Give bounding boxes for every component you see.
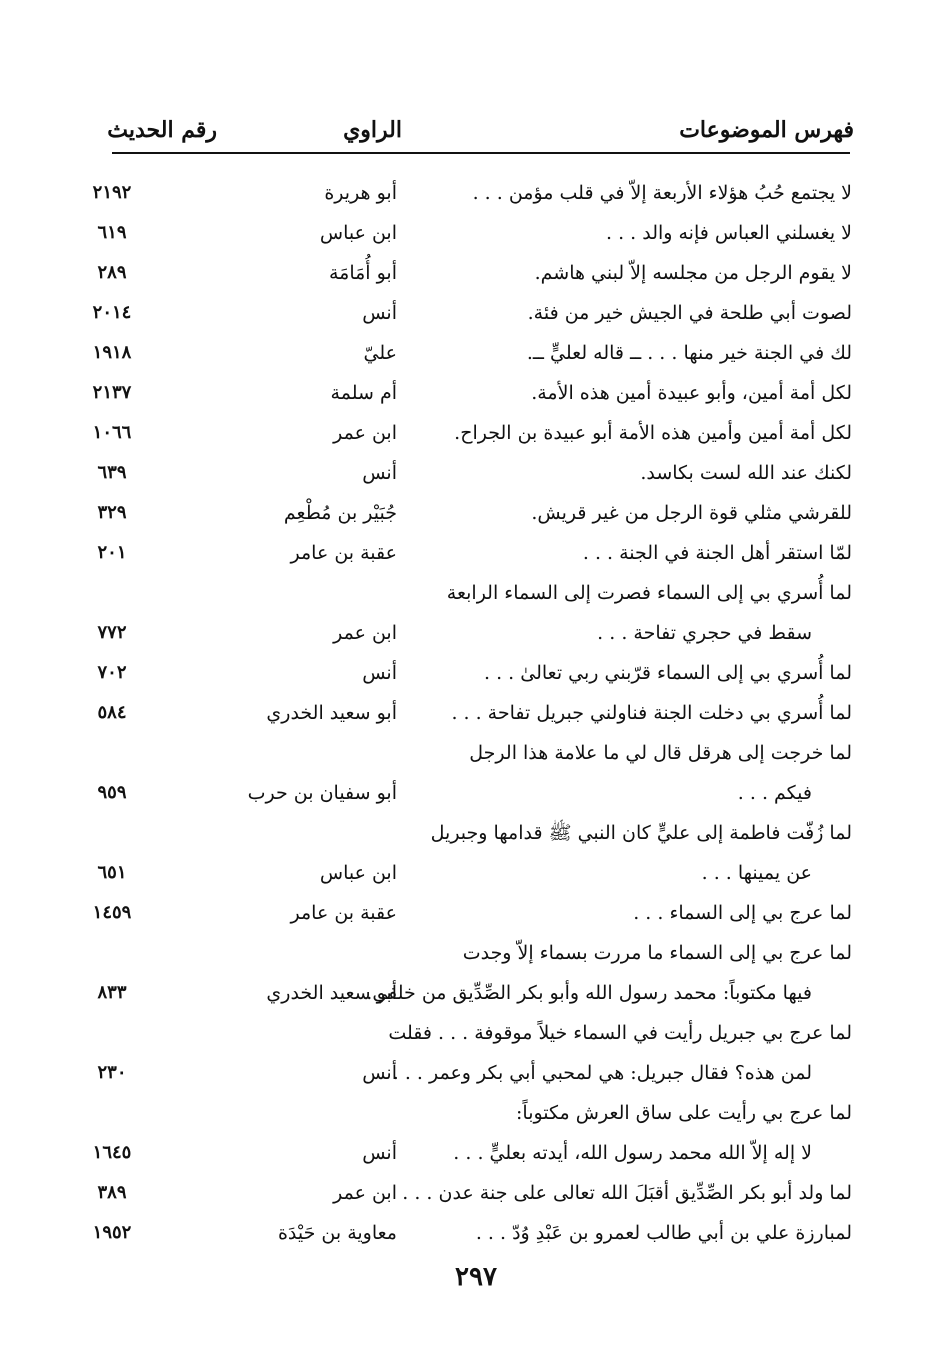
row-text: لما عرج بي جبريل رأيت في السماء خيلاً موقوفة . . . فقلت — [388, 1022, 852, 1044]
row-hadith-number: ٢٨٩ — [97, 262, 127, 283]
row-text: لصوت أبي طلحة في الجيش خير من فئة. — [527, 302, 852, 324]
index-row — [0, 853, 952, 893]
row-text: لما أُسري بي دخلت الجنة فناولني جبريل تفاحة . . . — [451, 702, 852, 724]
row-text: لكنك عند الله لست بكاسد. — [640, 462, 852, 484]
index-row — [0, 173, 952, 213]
row-hadith-number: ١٩٥٢ — [92, 1222, 132, 1243]
row-text: لما ولد أبو بكر الصِّدِّيق أقبَلَ الله تعالى على جنة عدن . . . — [402, 1182, 852, 1204]
header-topic: فهرس الموضوعات — [679, 117, 854, 143]
row-text: سقط في حجري تفاحة . . . — [597, 622, 812, 644]
index-row — [0, 933, 952, 973]
index-row — [0, 573, 952, 613]
index-row — [0, 333, 952, 373]
row-narrator: أنس — [362, 462, 397, 484]
row-text: لكل أمة أمين، وأبو عبيدة أمين هذه الأمة. — [531, 382, 852, 404]
index-row — [0, 293, 952, 333]
row-text: فيكم . . . — [737, 782, 812, 804]
index-row — [0, 733, 952, 773]
row-hadith-number: ٧٠٢ — [97, 662, 127, 683]
row-hadith-number: ٢١٣٧ — [92, 382, 132, 403]
row-text: للقرشي مثلي قوة الرجل من غير قريش. — [531, 502, 852, 524]
row-narrator: أنس — [362, 662, 397, 684]
index-row — [0, 373, 952, 413]
row-narrator: معاوية بن حَيْدَة — [277, 1222, 397, 1244]
row-narrator: أم سلمة — [330, 382, 397, 404]
row-narrator: ابن عمر — [333, 422, 397, 444]
row-narrator: ابن عباس — [319, 862, 397, 884]
row-hadith-number: ٥٨٤ — [97, 702, 127, 723]
index-row — [0, 1013, 952, 1053]
row-narrator: ابن عمر — [333, 622, 397, 644]
row-text: لا يجتمع حُبُ هؤلاء الأربعة إلاّ في قلب مؤمن . . . — [472, 182, 852, 204]
row-narrator: أبو أُمَامَة — [328, 262, 397, 284]
row-narrator: أبو سعيد الخدري — [266, 702, 397, 724]
row-narrator: أنس — [362, 1142, 397, 1164]
row-narrator: عليّ — [363, 342, 397, 364]
index-row — [0, 1053, 952, 1093]
row-hadith-number: ٢٣٠ — [97, 1062, 127, 1083]
row-text: لما عرج بي إلى السماء ما مررت بسماء إلاّ وجدت — [462, 942, 852, 964]
row-text: لما عرج بي إلى السماء . . . — [633, 902, 852, 924]
header-rule — [112, 152, 850, 154]
index-row — [0, 693, 952, 733]
page-number: ٢٩٧ — [455, 1262, 497, 1292]
row-text: لما أُسري بي إلى السماء فصرت إلى السماء الرابعة — [446, 582, 852, 604]
index-row — [0, 453, 952, 493]
index-row — [0, 773, 952, 813]
row-text: لما زُفّت فاطمة إلى عليٍّ كان النبي ﷺ قدامها وجبريل — [430, 822, 852, 844]
index-rows — [0, 173, 952, 1253]
index-row — [0, 253, 952, 293]
row-text: لا يقوم الرجل من مجلسه إلاّ لبني هاشم. — [534, 262, 852, 284]
row-narrator: عقبة بن عامر — [290, 542, 397, 564]
row-hadith-number: ٢٠١٤ — [92, 302, 132, 323]
row-hadith-number: ٧٧٢ — [97, 622, 127, 643]
row-hadith-number: ٦١٩ — [97, 222, 127, 243]
index-row — [0, 413, 952, 453]
row-narrator: أبو هريرة — [324, 182, 397, 204]
row-text: عن يمينها . . . — [701, 862, 812, 884]
row-text: فيها مكتوباً: محمد رسول الله وأبو بكر الصِّدِّيق من خلفي. — [366, 982, 812, 1004]
row-narrator: أبو سفيان بن حرب — [247, 782, 397, 804]
row-hadith-number: ٣٢٩ — [97, 502, 127, 523]
row-narrator: أنس — [362, 302, 397, 324]
row-text: لما أُسري بي إلى السماء قرّبني ربي تعالىٰ . . . — [484, 662, 852, 684]
row-text: لك في الجنة خير منها . . . ــ قاله لعليٍّ ــ. — [526, 342, 852, 364]
index-row — [0, 613, 952, 653]
row-hadith-number: ٢١٩٢ — [92, 182, 132, 203]
row-hadith-number: ٩٥٩ — [97, 782, 127, 803]
row-hadith-number: ٢٠١ — [97, 542, 127, 563]
row-text: لمبارزة علي بن أبي طالب لعمرو بن عَبْدِ وُدّ . . . — [475, 1222, 852, 1244]
row-text: لا يغسلني العباس فإنه والد . . . — [605, 222, 852, 244]
row-narrator: ابن عباس — [319, 222, 397, 244]
row-hadith-number: ٣٨٩ — [97, 1182, 127, 1203]
row-hadith-number: ١٦٤٥ — [92, 1142, 132, 1163]
row-text: لما خرجت إلى هرقل قال لي ما علامة هذا الرجل — [469, 742, 852, 764]
row-narrator: أبو سعيد الخدري — [266, 982, 397, 1004]
index-row — [0, 973, 952, 1013]
index-row — [0, 493, 952, 533]
row-text: لمّا استقر أهل الجنة في الجنة . . . — [582, 542, 852, 564]
index-row — [0, 653, 952, 693]
index-row — [0, 1093, 952, 1133]
row-hadith-number: ١٤٥٩ — [92, 902, 132, 923]
row-hadith-number: ١٩١٨ — [92, 342, 132, 363]
index-row — [0, 213, 952, 253]
index-row — [0, 533, 952, 573]
row-narrator: جُبَيْر بن مُطْعِم — [283, 502, 397, 524]
index-row — [0, 893, 952, 933]
header-narrator: الراوي — [343, 117, 402, 143]
row-text: لا إله إلاّ الله محمد رسول الله، أيدته بعليٍّ . . . — [453, 1142, 812, 1164]
row-text: لكل أمة أمين وأمين هذه الأمة أبو عبيدة بن الجراح. — [454, 422, 852, 444]
row-hadith-number: ٦٥١ — [97, 862, 127, 883]
index-row — [0, 1173, 952, 1213]
header-hadith-number: رقم الحديث — [107, 117, 217, 143]
row-hadith-number: ٨٣٣ — [97, 982, 127, 1003]
index-row — [0, 1133, 952, 1173]
row-narrator: أنس — [362, 1062, 397, 1084]
row-text: لما عرج بي رأيت على ساق العرش مكتوباً: — [516, 1102, 852, 1124]
row-narrator: ابن عمر — [333, 1182, 397, 1204]
row-narrator: عقبة بن عامر — [290, 902, 397, 924]
row-hadith-number: ٦٣٩ — [97, 462, 127, 483]
index-row — [0, 1213, 952, 1253]
row-text: لمن هذه؟ فقال جبريل: هي لمحبي أبي بكر وعمر . . . — [392, 1062, 812, 1084]
row-hadith-number: ١٠٦٦ — [92, 422, 132, 443]
index-row — [0, 813, 952, 853]
